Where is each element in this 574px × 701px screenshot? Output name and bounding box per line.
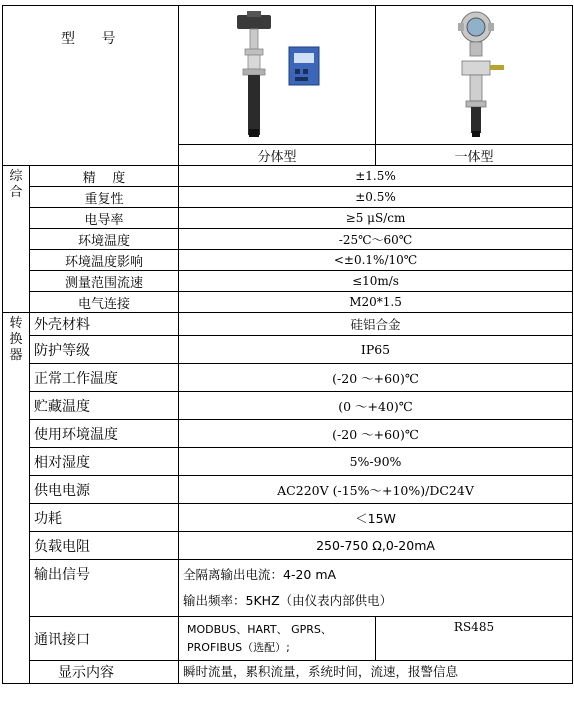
output-line-1: 全隔离输出电流：4-20 mA [183,567,337,582]
spec-label: 环境温度影响 [30,250,179,271]
spec-label: 防护等级 [30,336,179,364]
output-line-2: 输出频率：5KHZ（由仪表内部供电） [183,593,393,608]
display-label: 显示内容 [30,661,179,684]
spec-label: 贮藏温度 [30,392,179,420]
comm-line-1: MODBUS、HART、 GPRS、 [187,622,332,636]
converter-side-text: 转换器 [9,316,23,363]
output-value [179,560,573,617]
comm-line-2: PROFIBUS（选配）; [187,640,290,654]
spec-label: 电导率 [30,208,179,229]
spec-label: 精 度 [30,166,179,187]
spec-label: 功耗 [30,504,179,532]
comm-protocols [179,617,376,661]
spec-label: 电气连接 [30,292,179,313]
spec-label: 使用环境温度 [30,420,179,448]
spec-label: 供电电源 [30,476,179,504]
spec-value: -25℃～60℃ [179,229,573,250]
integrated-caption: 一体型 [376,145,573,166]
display-value: 瞬时流量，累积流量，系统时间，流速，报警信息 [179,661,573,684]
spec-value: 硅铝合金 [179,313,573,336]
spec-label: 外壳材料 [30,313,179,336]
comm-rs485: RS485 [376,617,573,661]
spec-label: 相对湿度 [30,448,179,476]
spec-value: ≥5 μS/cm [179,208,573,229]
spec-label: 测量范围流速 [30,271,179,292]
spec-label: 负载电阻 [30,532,179,560]
spec-label: 环境温度 [30,229,179,250]
spec-value: 5%-90% [179,448,573,476]
split-image-cell [179,6,376,145]
general-side-text: 综合 [9,169,23,200]
split-flowmeter-icon [217,9,337,141]
spec-value: IP65 [179,336,573,364]
converter-side-label [3,313,30,684]
spec-label: 正常工作温度 [30,364,179,392]
split-caption: 分体型 [179,145,376,166]
spec-value: AC220V (-15%～+10%)/DC24V [179,476,573,504]
spec-value: ≤10m/s [179,271,573,292]
spec-value: M20*1.5 [179,292,573,313]
spec-table [2,5,573,684]
spec-label: 重复性 [30,187,179,208]
comm-label: 通讯接口 [30,617,179,661]
spec-value: (-20 ～+60)℃ [179,364,573,392]
model-label: 型 号 [61,31,116,47]
spec-value: <±0.1%/10℃ [179,250,573,271]
spec-value: (-20 ～+60)℃ [179,420,573,448]
integrated-image-cell [376,6,573,145]
spec-value: 250-750 Ω,0-20mA [179,532,573,560]
model-header [3,6,179,166]
general-side-label [3,166,30,313]
spec-value: (0 ～+40)℃ [179,392,573,420]
spec-value: ＜15W [179,504,573,532]
output-label: 输出信号 [30,560,179,617]
spec-value: ±0.5% [179,187,573,208]
spec-value: ±1.5% [179,166,573,187]
integrated-flowmeter-icon [414,9,534,141]
